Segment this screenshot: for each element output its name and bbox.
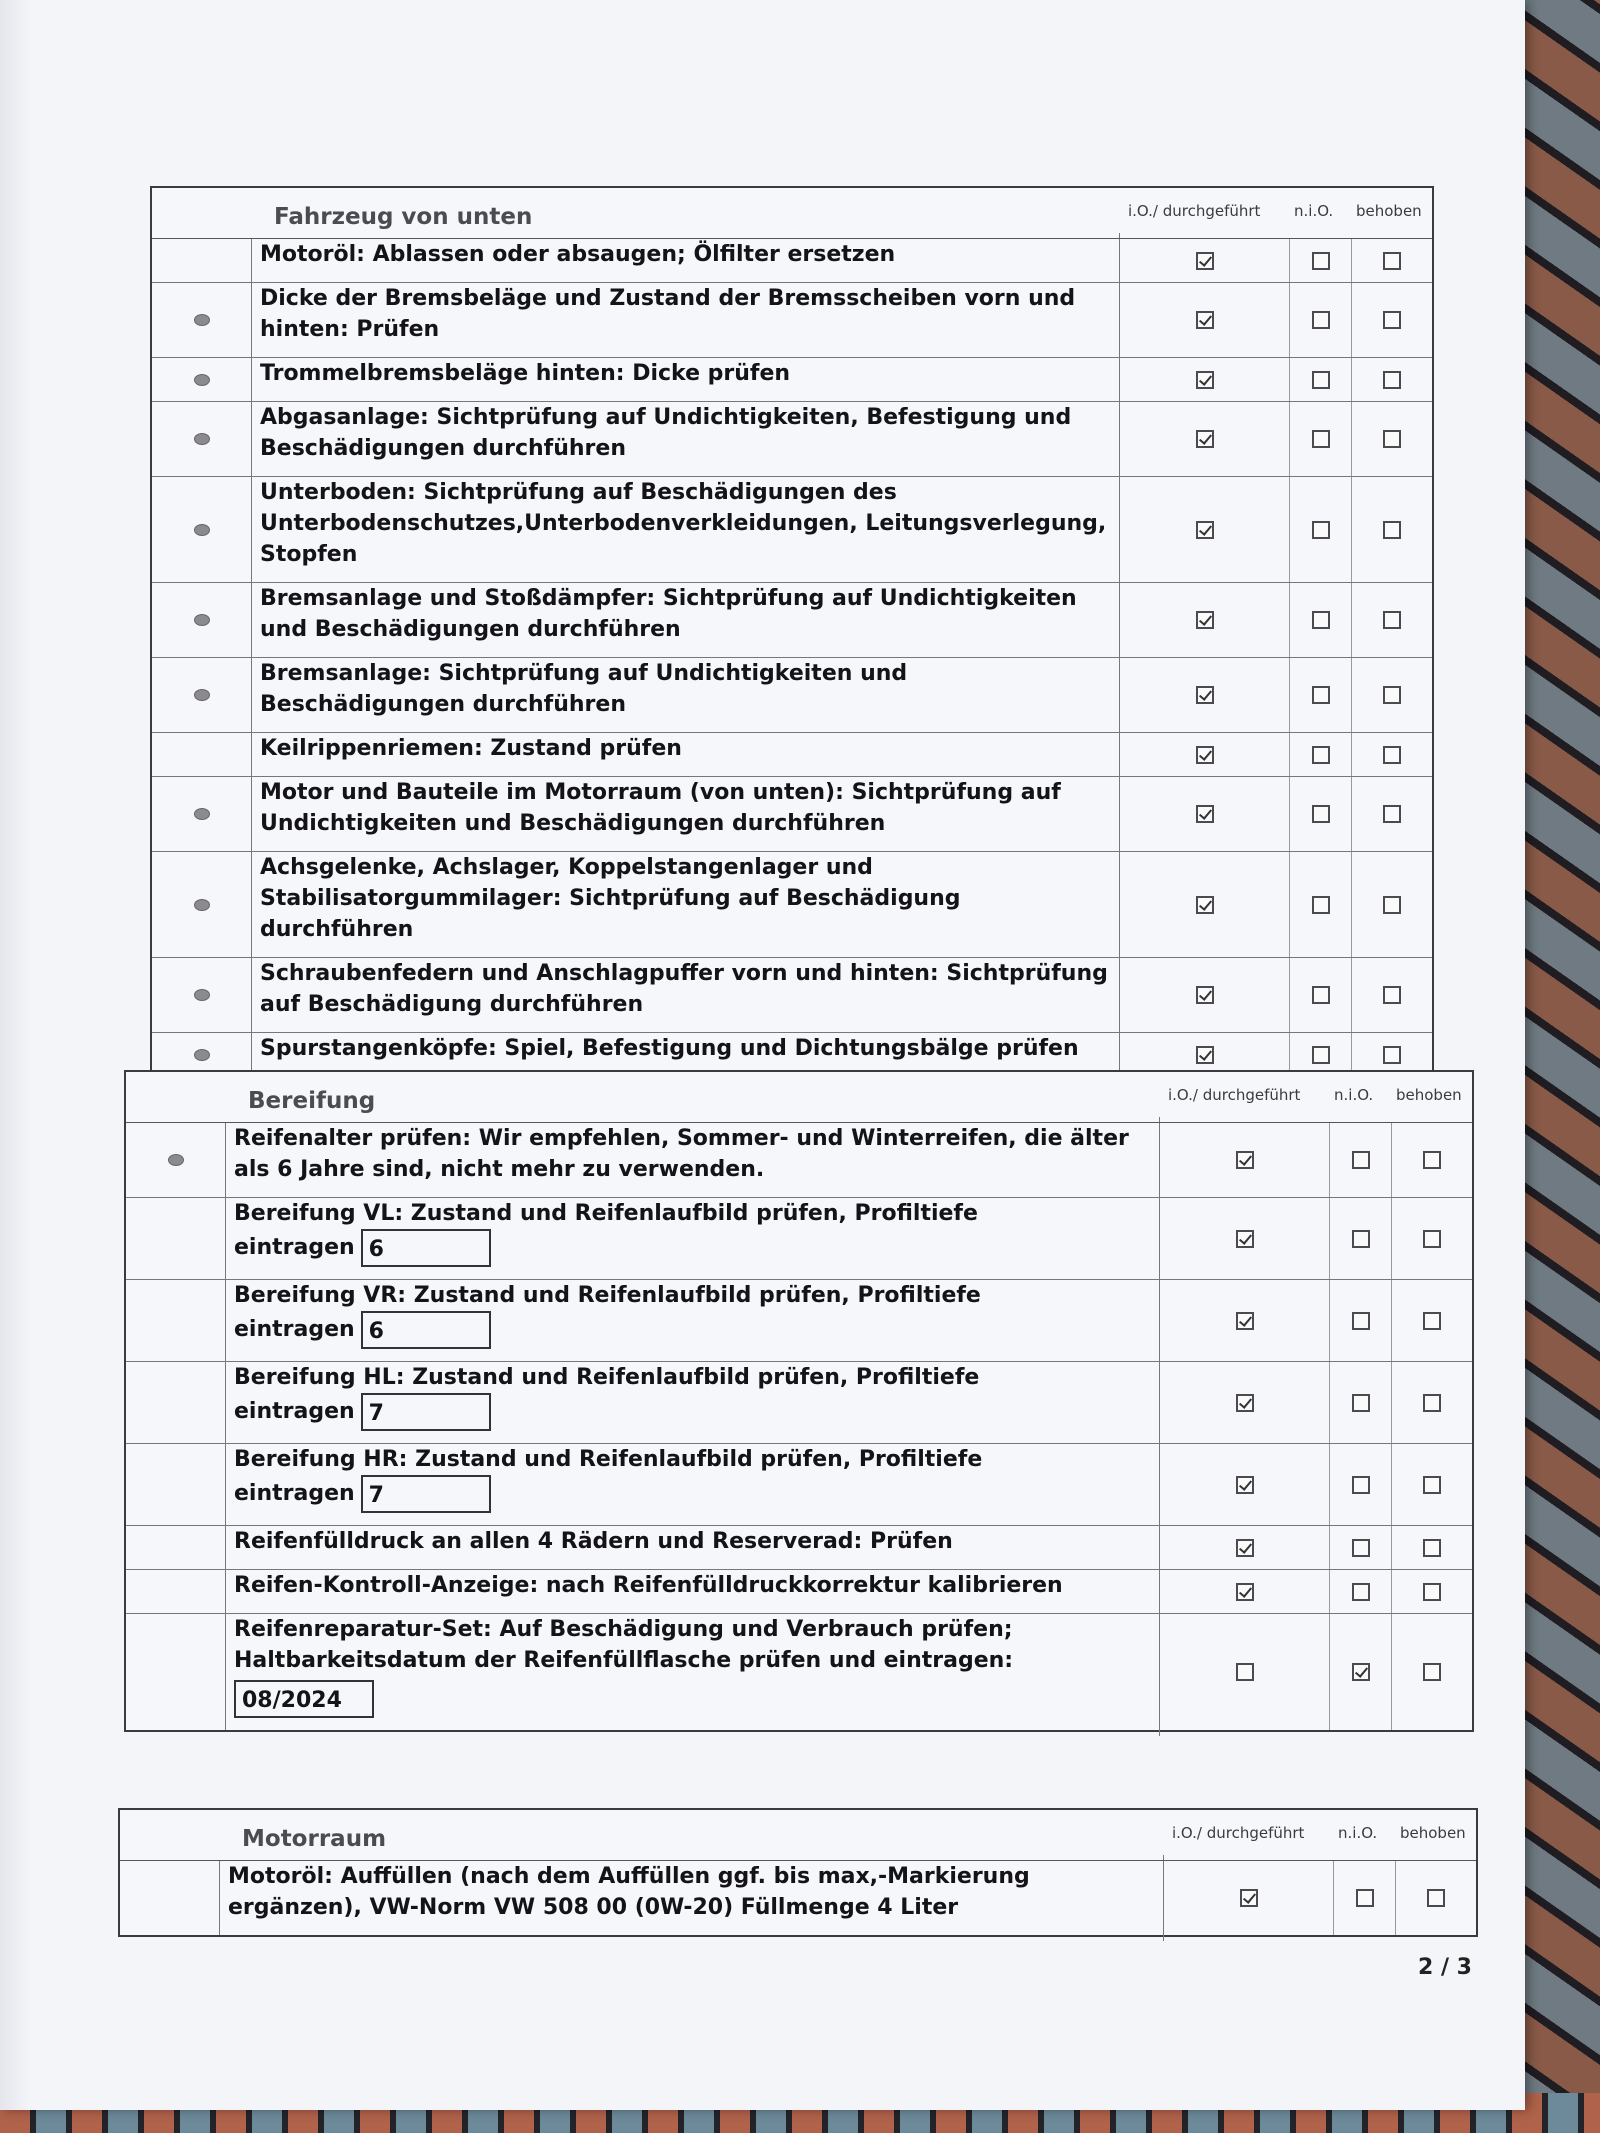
row-bullet-cell: [152, 583, 252, 657]
info-eye-icon: [194, 374, 210, 386]
section-header: [126, 1072, 1472, 1123]
checkbox-io-cell: [1120, 402, 1290, 476]
checkbox-io[interactable]: [1196, 311, 1214, 329]
checkbox-nio-cell: [1290, 733, 1352, 776]
checkbox-nio[interactable]: [1352, 1663, 1370, 1681]
column-header-io: i.O./ durchgeführt: [1168, 1086, 1301, 1104]
info-eye-icon: [194, 614, 210, 626]
checkbox-io[interactable]: [1236, 1583, 1254, 1601]
checklist-row: [126, 1198, 1472, 1280]
checkbox-behoben[interactable]: [1423, 1230, 1441, 1248]
row-text: [252, 396, 1120, 482]
checkbox-behoben[interactable]: [1383, 896, 1401, 914]
checkbox-nio[interactable]: [1312, 805, 1330, 823]
info-eye-icon: [194, 1049, 210, 1061]
row-bullet-cell: [126, 1614, 226, 1730]
checkbox-io[interactable]: [1196, 430, 1214, 448]
row-suffix: eintragen: [234, 1235, 355, 1260]
checkbox-nio[interactable]: [1312, 746, 1330, 764]
checkbox-nio-cell: [1290, 358, 1352, 401]
checkbox-io-cell: [1160, 1444, 1330, 1525]
checkbox-behoben[interactable]: [1423, 1663, 1441, 1681]
row-text: [226, 1608, 1160, 1736]
row-suffix: eintragen: [234, 1317, 355, 1342]
checkbox-io[interactable]: [1240, 1889, 1258, 1907]
checkbox-behoben[interactable]: [1383, 746, 1401, 764]
row-text: [226, 1192, 1160, 1285]
checkbox-io[interactable]: [1236, 1151, 1254, 1169]
checkbox-io[interactable]: [1236, 1394, 1254, 1412]
checkbox-behoben[interactable]: [1383, 686, 1401, 704]
checkbox-nio-cell: [1330, 1444, 1392, 1525]
row-text: [226, 1356, 1160, 1449]
checkbox-nio-cell: [1290, 658, 1352, 732]
checklist-row: [152, 583, 1432, 658]
checkbox-nio[interactable]: [1356, 1889, 1374, 1907]
checklist-row: [126, 1280, 1472, 1362]
checkbox-behoben[interactable]: [1423, 1476, 1441, 1494]
row-bullet-cell: [126, 1444, 226, 1525]
info-eye-icon: [194, 808, 210, 820]
row-text: [252, 471, 1120, 588]
checklist-row: [126, 1123, 1472, 1198]
value-field[interactable]: 7: [361, 1475, 491, 1513]
checkbox-behoben-cell: [1352, 239, 1432, 282]
row-text: [252, 652, 1120, 738]
column-header-io: i.O./ durchgeführt: [1128, 202, 1261, 220]
page-number: 2 / 3: [1418, 1955, 1472, 1980]
checkbox-nio-cell: [1330, 1526, 1392, 1569]
row-label: Unterboden: Sichtprüfung auf Beschädigungen des Unterbodenschutzes,Unterbodenverkleidungen, Leitungsverlegung, Stopfen: [260, 480, 1107, 567]
row-label: Bereifung HR: Zustand und Reifenlaufbild prüfen, Profiltiefe: [234, 1447, 983, 1472]
checkbox-nio-cell: [1330, 1123, 1392, 1197]
checkbox-behoben-cell: [1352, 958, 1432, 1032]
checkbox-io[interactable]: [1236, 1476, 1254, 1494]
checkbox-behoben-cell: [1352, 477, 1432, 582]
row-bullet-cell: [126, 1198, 226, 1279]
checkbox-nio-cell: [1330, 1614, 1392, 1730]
checkbox-nio[interactable]: [1312, 686, 1330, 704]
checkbox-behoben[interactable]: [1383, 611, 1401, 629]
row-label: Motoröl: Auffüllen (nach dem Auffüllen ggf. bis max,-Markierung ergänzen), VW-Norm VW 508 00 (0W-20) Füllmenge 4 Liter: [228, 1864, 1030, 1920]
checkbox-nio[interactable]: [1312, 521, 1330, 539]
checkbox-nio-cell: [1330, 1570, 1392, 1613]
checkbox-io-cell: [1120, 239, 1290, 282]
value-field[interactable]: 7: [361, 1393, 491, 1431]
info-eye-icon: [194, 524, 210, 536]
row-label: Bremsanlage und Stoßdämpfer: Sichtprüfung auf Undichtigkeiten und Beschädigungen durchführen: [260, 586, 1077, 642]
row-text: [220, 1855, 1164, 1941]
row-label: Bereifung HL: Zustand und Reifenlaufbild prüfen, Profiltiefe: [234, 1365, 980, 1390]
checkbox-behoben[interactable]: [1423, 1312, 1441, 1330]
column-header-nio: n.i.O.: [1294, 202, 1334, 220]
column-header-io: i.O./ durchgeführt: [1172, 1824, 1305, 1842]
checkbox-behoben[interactable]: [1383, 986, 1401, 1004]
checkbox-behoben-cell: [1392, 1444, 1472, 1525]
checkbox-behoben[interactable]: [1383, 521, 1401, 539]
checkbox-behoben-cell: [1352, 583, 1432, 657]
checkbox-io-cell: [1160, 1123, 1330, 1197]
row-text: [226, 1438, 1160, 1531]
checkbox-io[interactable]: [1236, 1230, 1254, 1248]
checklist-row: [120, 1861, 1476, 1935]
checkbox-behoben[interactable]: [1383, 805, 1401, 823]
checkbox-nio[interactable]: [1312, 611, 1330, 629]
checkbox-behoben[interactable]: [1423, 1394, 1441, 1412]
checkbox-io-cell: [1120, 477, 1290, 582]
column-header-nio: n.i.O.: [1338, 1824, 1378, 1842]
info-eye-icon: [194, 689, 210, 701]
checkbox-nio-cell: [1330, 1280, 1392, 1361]
checkbox-nio[interactable]: [1352, 1583, 1370, 1601]
row-bullet-cell: [152, 733, 252, 776]
row-bullet-cell: [152, 358, 252, 401]
section-title: Bereifung: [248, 1088, 376, 1114]
row-bullet-cell: [152, 283, 252, 357]
checkbox-io[interactable]: [1196, 611, 1214, 629]
section-fahrzeug-von-unten: [150, 186, 1434, 1078]
checkbox-io[interactable]: [1196, 896, 1214, 914]
checkbox-behoben[interactable]: [1383, 252, 1401, 270]
checkbox-behoben-cell: [1392, 1570, 1472, 1613]
column-header-nio: n.i.O.: [1334, 1086, 1374, 1104]
checkbox-io[interactable]: [1196, 746, 1214, 764]
checkbox-behoben[interactable]: [1383, 371, 1401, 389]
checkbox-io-cell: [1120, 852, 1290, 957]
row-text: [226, 1117, 1160, 1203]
checkbox-behoben-cell: [1392, 1198, 1472, 1279]
checkbox-behoben-cell: [1392, 1123, 1472, 1197]
checklist-row: [126, 1614, 1472, 1730]
checkbox-io[interactable]: [1196, 1046, 1214, 1064]
row-bullet-cell: [126, 1123, 226, 1197]
checkbox-io-cell: [1120, 358, 1290, 401]
row-bullet-cell: [152, 852, 252, 957]
row-bullet-cell: [126, 1570, 226, 1613]
checkbox-io-cell: [1120, 777, 1290, 851]
checkbox-io-cell: [1160, 1280, 1330, 1361]
checkbox-nio[interactable]: [1352, 1394, 1370, 1412]
checklist-row: [152, 477, 1432, 583]
checklist-row: [152, 402, 1432, 477]
value-field[interactable]: 6: [361, 1229, 491, 1267]
column-header-behoben: behoben: [1400, 1824, 1466, 1842]
row-bullet-cell: [152, 658, 252, 732]
checkbox-behoben-cell: [1392, 1526, 1472, 1569]
checklist-row: [126, 1444, 1472, 1526]
checkbox-io[interactable]: [1196, 986, 1214, 1004]
checkbox-nio-cell: [1334, 1861, 1396, 1935]
checkbox-nio[interactable]: [1312, 311, 1330, 329]
checkbox-io-cell: [1120, 958, 1290, 1032]
checkbox-nio-cell: [1290, 477, 1352, 582]
checkbox-nio-cell: [1290, 583, 1352, 657]
info-eye-icon: [194, 314, 210, 326]
row-text: [226, 1274, 1160, 1367]
checkbox-io-cell: [1160, 1570, 1330, 1613]
row-label: Motor und Bauteile im Motorraum (von unten): Sichtprüfung auf Undichtigkeiten und Beschädigungen durchführen: [260, 780, 1061, 836]
checkbox-behoben-cell: [1396, 1861, 1476, 1935]
checkbox-behoben-cell: [1352, 358, 1432, 401]
checkbox-nio[interactable]: [1312, 252, 1330, 270]
checklist-row: [152, 658, 1432, 733]
value-field[interactable]: 08/2024: [234, 1680, 374, 1718]
checkbox-behoben-cell: [1352, 402, 1432, 476]
row-label: Reifen-Kontroll-Anzeige: nach Reifenfülldruckkorrektur kalibrieren: [234, 1573, 1063, 1598]
row-text: [252, 277, 1120, 363]
checkbox-behoben[interactable]: [1383, 430, 1401, 448]
checklist-row: [152, 777, 1432, 852]
checklist-row: [152, 852, 1432, 958]
checklist-row: [152, 283, 1432, 358]
checkbox-io-cell: [1120, 658, 1290, 732]
checkbox-io[interactable]: [1236, 1312, 1254, 1330]
row-label: Dicke der Bremsbeläge und Zustand der Bremsscheiben vorn und hinten: Prüfen: [260, 286, 1076, 342]
checklist-row: [126, 1362, 1472, 1444]
row-label: Trommelbremsbeläge hinten: Dicke prüfen: [260, 361, 791, 386]
checkbox-nio-cell: [1290, 852, 1352, 957]
info-eye-icon: [194, 989, 210, 1001]
row-suffix: eintragen: [234, 1481, 355, 1506]
row-bullet-cell: [152, 777, 252, 851]
checkbox-behoben-cell: [1352, 283, 1432, 357]
row-suffix: eintragen: [234, 1399, 355, 1424]
checklist-row: [152, 958, 1432, 1033]
row-bullet-cell: [120, 1861, 220, 1935]
row-label: Bremsanlage: Sichtprüfung auf Undichtigkeiten und Beschädigungen durchführen: [260, 661, 908, 717]
checkbox-behoben[interactable]: [1383, 311, 1401, 329]
checkbox-nio[interactable]: [1352, 1539, 1370, 1557]
row-label: Abgasanlage: Sichtprüfung auf Undichtigkeiten, Befestigung und Beschädigungen durchführen: [260, 405, 1072, 461]
checkbox-behoben[interactable]: [1423, 1583, 1441, 1601]
checkbox-nio[interactable]: [1312, 986, 1330, 1004]
paper-edge: [0, 0, 30, 2110]
checkbox-nio-cell: [1290, 958, 1352, 1032]
checkbox-nio-cell: [1290, 402, 1352, 476]
row-text: [252, 577, 1120, 663]
checkbox-behoben-cell: [1392, 1362, 1472, 1443]
section-motorraum: [118, 1808, 1478, 1937]
section-header: [120, 1810, 1476, 1861]
checkbox-nio[interactable]: [1312, 371, 1330, 389]
row-label: Reifenfülldruck an allen 4 Rädern und Reserverad: Prüfen: [234, 1529, 953, 1554]
row-bullet-cell: [152, 402, 252, 476]
checkbox-behoben-cell: [1352, 852, 1432, 957]
column-header-behoben: behoben: [1396, 1086, 1462, 1104]
row-text: [252, 952, 1120, 1038]
checkbox-io-cell: [1160, 1614, 1330, 1730]
checkbox-nio-cell: [1290, 239, 1352, 282]
checkbox-behoben-cell: [1392, 1280, 1472, 1361]
checkbox-behoben[interactable]: [1427, 1889, 1445, 1907]
info-eye-icon: [168, 1154, 184, 1166]
info-eye-icon: [194, 433, 210, 445]
checkbox-behoben-cell: [1352, 733, 1432, 776]
checkbox-behoben-cell: [1392, 1614, 1472, 1730]
row-label: Keilrippenriemen: Zustand prüfen: [260, 736, 682, 761]
checkbox-io[interactable]: [1196, 686, 1214, 704]
checkbox-nio[interactable]: [1312, 1046, 1330, 1064]
info-eye-icon: [194, 899, 210, 911]
checkbox-nio[interactable]: [1352, 1476, 1370, 1494]
row-bullet-cell: [152, 239, 252, 282]
checkbox-nio[interactable]: [1352, 1230, 1370, 1248]
section-bereifung: [124, 1070, 1474, 1732]
checkbox-io[interactable]: [1236, 1663, 1254, 1681]
checkbox-nio-cell: [1330, 1198, 1392, 1279]
checkbox-behoben[interactable]: [1423, 1539, 1441, 1557]
row-label: Achsgelenke, Achslager, Koppelstangenlager und Stabilisatorgummilager: Sichtprüfung auf Beschädigung durchführen: [260, 855, 961, 942]
row-text: [252, 846, 1120, 963]
checkbox-nio[interactable]: [1352, 1312, 1370, 1330]
checkbox-nio[interactable]: [1312, 896, 1330, 914]
column-header-behoben: behoben: [1356, 202, 1422, 220]
row-label: Bereifung VL: Zustand und Reifenlaufbild prüfen, Profiltiefe: [234, 1201, 978, 1226]
checkbox-nio[interactable]: [1352, 1151, 1370, 1169]
checkbox-nio-cell: [1290, 283, 1352, 357]
checkbox-nio[interactable]: [1312, 430, 1330, 448]
checkbox-io[interactable]: [1196, 371, 1214, 389]
checkbox-behoben[interactable]: [1383, 1046, 1401, 1064]
checkbox-io[interactable]: [1236, 1539, 1254, 1557]
row-label: Motoröl: Ablassen oder absaugen; Ölfilter ersetzen: [260, 242, 896, 267]
value-field[interactable]: 6: [361, 1311, 491, 1349]
checkbox-nio-cell: [1330, 1362, 1392, 1443]
checkbox-nio-cell: [1290, 777, 1352, 851]
checkbox-io[interactable]: [1196, 252, 1214, 270]
checkbox-io-cell: [1120, 283, 1290, 357]
checkbox-behoben-cell: [1352, 658, 1432, 732]
checkbox-io-cell: [1164, 1861, 1334, 1935]
checkbox-io-cell: [1160, 1526, 1330, 1569]
section-title: Fahrzeug von unten: [274, 204, 533, 230]
checkbox-io[interactable]: [1196, 521, 1214, 539]
row-bullet-cell: [126, 1362, 226, 1443]
section-header: [152, 188, 1432, 239]
checkbox-behoben-cell: [1352, 777, 1432, 851]
row-label: Schraubenfedern und Anschlagpuffer vorn und hinten: Sichtprüfung auf Beschädigung durchführen: [260, 961, 1108, 1017]
checkbox-behoben[interactable]: [1423, 1151, 1441, 1169]
row-label: Reifenalter prüfen: Wir empfehlen, Sommer- und Winterreifen, die älter als 6 Jahre sind, nicht mehr zu verwenden.: [234, 1126, 1129, 1182]
row-label: Bereifung VR: Zustand und Reifenlaufbild prüfen, Profiltiefe: [234, 1283, 981, 1308]
row-bullet-cell: [126, 1280, 226, 1361]
checkbox-io-cell: [1120, 733, 1290, 776]
checkbox-io-cell: [1120, 583, 1290, 657]
section-title: Motorraum: [242, 1826, 387, 1852]
row-bullet-cell: [152, 958, 252, 1032]
row-bullet-cell: [126, 1526, 226, 1569]
row-text: [252, 771, 1120, 857]
checkbox-io[interactable]: [1196, 805, 1214, 823]
row-label: Spurstangenköpfe: Spiel, Befestigung und Dichtungsbälge prüfen: [260, 1036, 1079, 1061]
row-label: Reifenreparatur-Set: Auf Beschädigung und Verbrauch prüfen; Haltbarkeitsdatum der Reifenfüllflasche prüfen und eintragen:: [234, 1617, 1014, 1673]
checkbox-io-cell: [1160, 1198, 1330, 1279]
checkbox-io-cell: [1160, 1362, 1330, 1443]
row-bullet-cell: [152, 477, 252, 582]
